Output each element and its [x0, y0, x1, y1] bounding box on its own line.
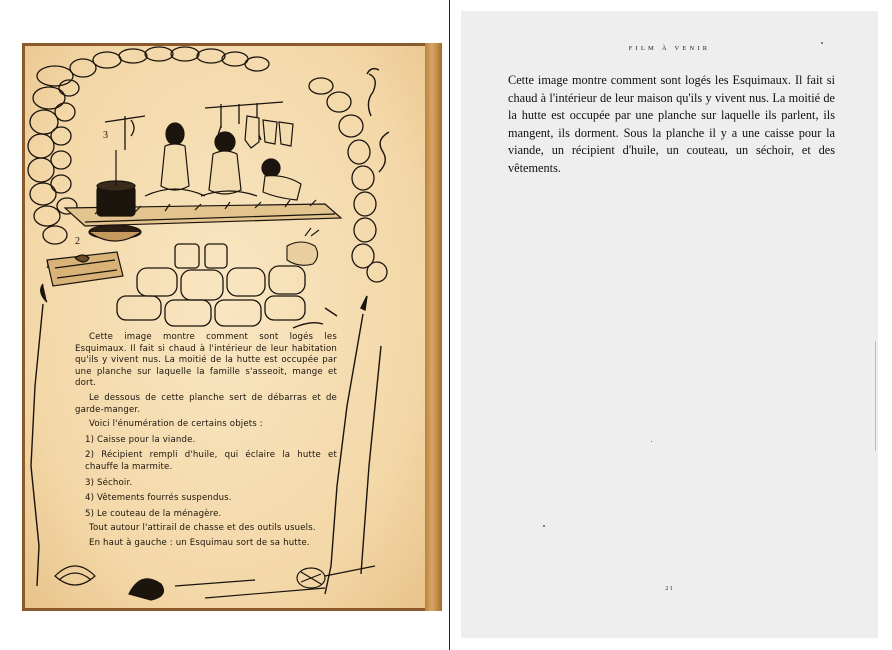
page-edge: [425, 43, 442, 611]
scan-speck: [821, 42, 823, 44]
caption-paragraph: Cette image montre comment sont logés les Esquimaux. Il fait si chaud à l'intérieur de leur habitation qu'ils y vivent nus. La moitié de la hutte est occupée par une planche sur laquelle la famille s'asseoit, mange et dort.: [75, 332, 337, 389]
book-caption-text: [75, 332, 337, 550]
meat-crate: [47, 252, 123, 286]
scan-speck: [543, 525, 545, 527]
label-1: 1: [45, 260, 50, 271]
list-item: 5) Le couteau de la ménagère.: [85, 508, 222, 519]
list-item: 1) Caisse pour la viande.: [85, 434, 196, 445]
scan-edge-mark: [875, 341, 876, 451]
family-figures: [145, 123, 301, 200]
caption-paragraph: Le dessous de cette planche sert de débarras et de garde-manger.: [75, 392, 337, 415]
body-text: Cette image montre comment sont logés les Esquimaux. Il fait si chaud à l'intérieur de leur maison qu'ils y vivent nus. La moitié de la hutte est occupée par une planche sur laquelle ils parlent, ils mangent, ils dorment. Sous la planche il y a une caisse pour la viande, un récipient d'huile, un couteau, un séchoir, et des vêtements.: [508, 73, 835, 175]
spread-divider: [449, 0, 450, 650]
cooking-pot: [97, 150, 135, 216]
caption-paragraph: Tout autour l'attirail de chasse et des outils usuels.: [89, 523, 316, 534]
transcribed-page: [461, 11, 878, 638]
caption-paragraph: Voici l'énumération de certains objets :: [89, 419, 263, 430]
book-paper: [25, 46, 425, 608]
animal-under-platform: [287, 228, 319, 265]
caption-paragraph: En haut à gauche : un Esquimau sort de sa hutte.: [89, 537, 310, 548]
page-number: 21: [665, 585, 674, 592]
label-2: 2: [75, 236, 80, 247]
hanging-fur-clothing: [245, 116, 293, 148]
list-item: 2) Récipient rempli d'huile, qui éclaire la hutte et chauffe la marmite.: [85, 450, 337, 472]
snow-block-base: [117, 244, 305, 326]
scanned-book-page: [22, 43, 442, 611]
list-item: 3) Séchoir.: [85, 477, 133, 488]
igloo-dome-blocks: [28, 47, 387, 282]
running-head: FILM À VENIR: [628, 45, 711, 52]
oil-lamp: [89, 225, 141, 241]
list-item: 4) Vêtements fourrés suspendus.: [85, 493, 232, 504]
scan-speck: [651, 441, 652, 442]
label-3: 3: [103, 130, 108, 141]
